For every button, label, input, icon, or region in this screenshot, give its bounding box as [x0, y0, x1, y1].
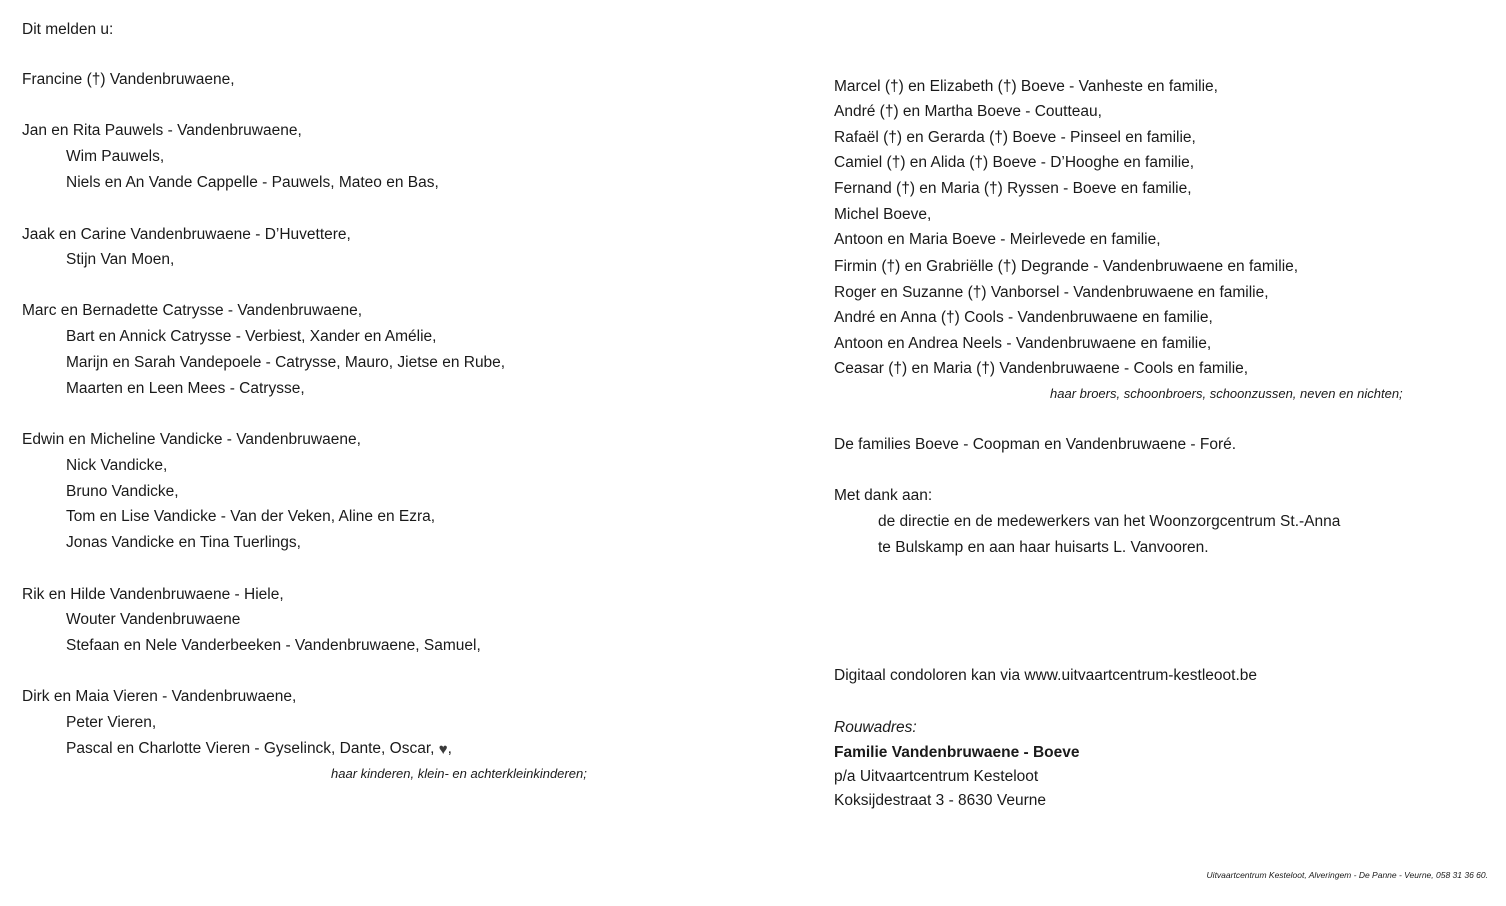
sibling-line: Marcel (†) en Elizabeth (†) Boeve - Vanheste en familie,: [834, 78, 1218, 95]
family-line: Rik en Hilde Vandenbruwaene - Hiele,: [22, 586, 284, 603]
siblings-summary: haar broers, schoonbroers, schoonzussen, neven en nichten;: [1050, 386, 1403, 401]
family-line: Niels en An Vande Cappelle - Pauwels, Mateo en Bas,: [66, 174, 439, 191]
family-line: Stefaan en Nele Vanderbeeken - Vandenbruwaene, Samuel,: [66, 637, 481, 654]
family-line: Francine (†) Vandenbruwaene,: [22, 71, 235, 88]
children-summary: haar kinderen, klein- en achterkleinkinderen;: [331, 766, 587, 781]
sibling-line: Fernand (†) en Maria (†) Ryssen - Boeve en familie,: [834, 180, 1192, 197]
family-line: Maarten en Leen Mees - Catrysse,: [66, 380, 305, 397]
sibling-line: Firmin (†) en Grabriëlle (†) Degrande - Vandenbruwaene en familie,: [834, 258, 1299, 275]
family-line: Peter Vieren,: [66, 714, 157, 731]
address-name: Familie Vandenbruwaene - Boeve: [834, 744, 1080, 761]
family-line: Dirk en Maia Vieren - Vandenbruwaene,: [22, 688, 297, 705]
thanks-line: de directie en de medewerkers van het Woonzorgcentrum St.-Anna: [878, 513, 1341, 530]
family-line: Edwin en Micheline Vandicke - Vandenbruwaene,: [22, 431, 361, 448]
address-label: Rouwadres:: [834, 719, 917, 736]
family-line: Tom en Lise Vandicke - Van der Veken, Aline en Ezra,: [66, 508, 436, 525]
intro-text: Dit melden u:: [22, 21, 114, 38]
family-line: Nick Vandicke,: [66, 457, 168, 474]
sibling-line: Antoon en Maria Boeve - Meirlevede en familie,: [834, 231, 1161, 248]
condolence-text: Digitaal condoloren kan via www.uitvaartcentrum-kestleoot.be: [834, 667, 1258, 684]
family-line-comma: ,: [447, 740, 452, 757]
sibling-line: Rafaël (†) en Gerarda (†) Boeve - Pinseel en familie,: [834, 129, 1196, 146]
sibling-line: Ceasar (†) en Maria (†) Vandenbruwaene - Cools en familie,: [834, 360, 1249, 377]
families-line: De families Boeve - Coopman en Vandenbruwaene - Foré.: [834, 436, 1237, 453]
family-line: Jan en Rita Pauwels - Vandenbruwaene,: [22, 122, 302, 139]
family-line: Marijn en Sarah Vandepoele - Catrysse, Mauro, Jietse en Rube,: [66, 354, 506, 371]
address-line: p/a Uitvaartcentrum Kesteloot: [834, 768, 1039, 785]
family-line: [66, 739, 452, 760]
family-line: Bart en Annick Catrysse - Verbiest, Xander en Amélie,: [66, 328, 437, 345]
thanks-line: te Bulskamp en aan haar huisarts L. Vanvooren.: [878, 539, 1209, 556]
family-line: Wouter Vandenbruwaene: [66, 611, 241, 628]
sibling-line: André (†) en Martha Boeve - Coutteau,: [834, 103, 1102, 120]
family-line-text: Pascal en Charlotte Vieren - Gyselinck, Dante, Oscar,: [66, 740, 435, 757]
heart-icon: ♥: [438, 741, 448, 758]
address-line: Koksijdestraat 3 - 8630 Veurne: [834, 792, 1046, 809]
sibling-line: Michel Boeve,: [834, 206, 932, 223]
sibling-line: Camiel (†) en Alida (†) Boeve - D’Hooghe en familie,: [834, 154, 1195, 171]
family-line: Wim Pauwels,: [66, 148, 165, 165]
family-line: Marc en Bernadette Catrysse - Vandenbruwaene,: [22, 302, 363, 319]
sibling-line: Antoon en Andrea Neels - Vandenbruwaene en familie,: [834, 335, 1212, 352]
family-line: Bruno Vandicke,: [66, 483, 179, 500]
family-line: Stijn Van Moen,: [66, 251, 175, 268]
family-line: Jonas Vandicke en Tina Tuerlings,: [66, 534, 301, 551]
thanks-title: Met dank aan:: [834, 487, 933, 504]
footer-note: Uitvaartcentrum Kesteloot, Alveringem - De Panne - Veurne, 058 31 36 60.: [1206, 870, 1488, 880]
sibling-line: André en Anna (†) Cools - Vandenbruwaene en familie,: [834, 309, 1213, 326]
family-line: Jaak en Carine Vandenbruwaene - D’Huvettere,: [22, 226, 351, 243]
sibling-line: Roger en Suzanne (†) Vanborsel - Vandenbruwaene en familie,: [834, 284, 1269, 301]
